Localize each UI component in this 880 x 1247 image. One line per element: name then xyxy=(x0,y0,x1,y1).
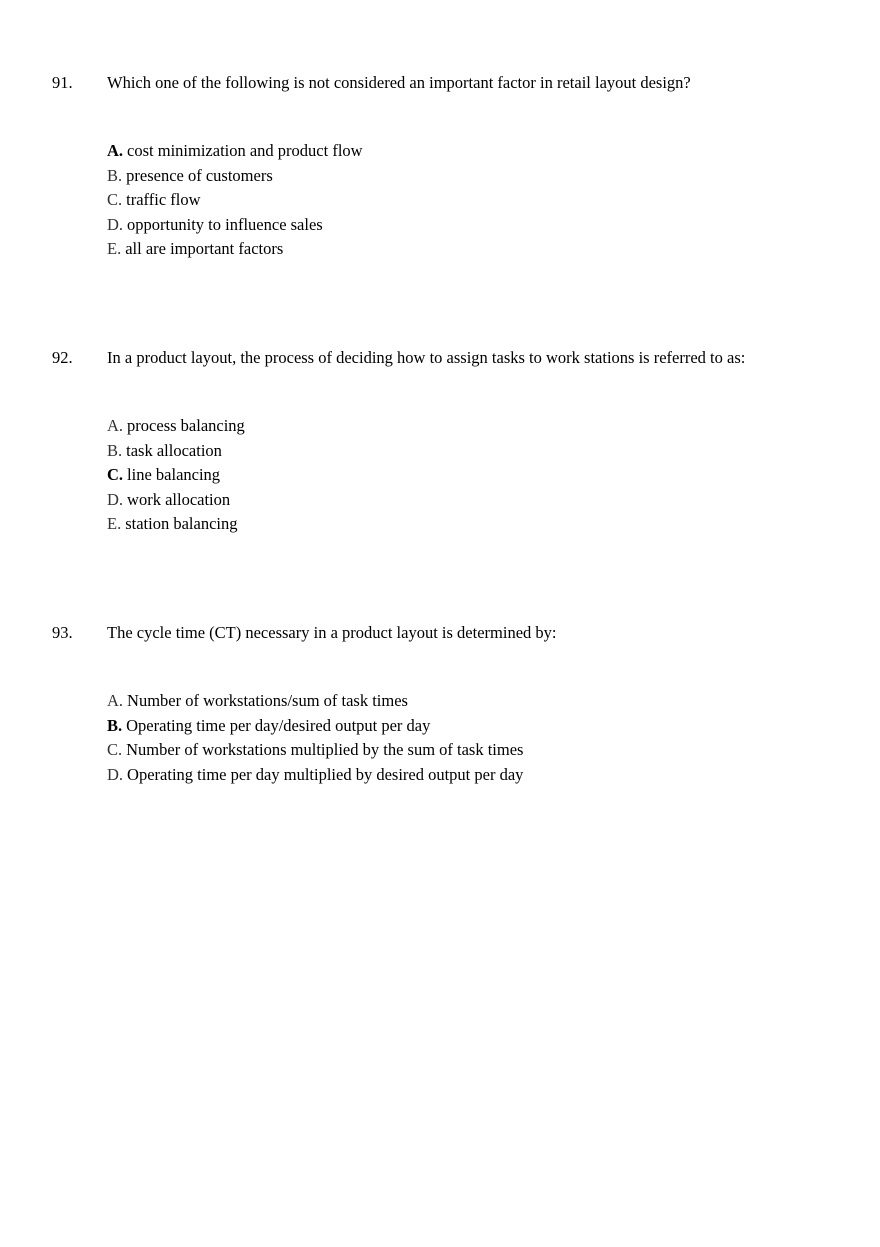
option-letter: A. xyxy=(107,416,124,435)
option-letter: B. xyxy=(107,440,123,460)
option-text: Operating time per day multiplied by desired output per day xyxy=(127,764,524,784)
option-e[interactable] xyxy=(107,241,363,266)
option-text: Number of workstations/sum of task times xyxy=(127,691,408,710)
option-d[interactable] xyxy=(107,489,245,517)
options-list xyxy=(107,418,245,541)
options-list xyxy=(107,143,363,266)
option-a[interactable] xyxy=(107,418,245,443)
option-text: Operating time per day/desired output per day xyxy=(126,715,431,735)
question-number: 93. xyxy=(52,623,73,642)
option-c[interactable] xyxy=(107,192,363,217)
option-e[interactable] xyxy=(107,516,245,541)
option-letter: C. xyxy=(107,740,123,759)
option-text: Number of workstations multiplied by the sum of task times xyxy=(126,740,524,759)
option-letter: C. xyxy=(107,190,123,209)
question-number: 91. xyxy=(52,73,73,92)
option-letter: B. xyxy=(107,715,123,735)
option-letter: B. xyxy=(107,165,123,185)
options-list xyxy=(107,693,523,791)
option-text: station balancing xyxy=(125,514,238,533)
option-b[interactable] xyxy=(107,715,523,743)
option-a[interactable] xyxy=(107,143,363,168)
option-letter: D. xyxy=(107,489,124,509)
option-letter: E. xyxy=(107,239,122,258)
option-c[interactable] xyxy=(107,467,245,492)
option-text: process balancing xyxy=(127,416,245,435)
option-letter: A. xyxy=(107,691,124,710)
option-text: cost minimization and product flow xyxy=(127,141,363,160)
option-text: all are important factors xyxy=(125,239,284,258)
option-text: opportunity to influence sales xyxy=(127,214,323,234)
question-number: 92. xyxy=(52,348,73,367)
option-text: work allocation xyxy=(127,489,231,509)
question-text: Which one of the following is not considered an important factor in retail layout design? xyxy=(107,73,691,92)
question-text: In a product layout, the process of deciding how to assign tasks to work stations is referred to as: xyxy=(107,348,746,367)
question-text: The cycle time (CT) necessary in a product layout is determined by: xyxy=(107,623,557,642)
option-text: task allocation xyxy=(126,440,222,460)
option-letter: E. xyxy=(107,514,122,533)
option-b[interactable] xyxy=(107,440,245,468)
option-a[interactable] xyxy=(107,693,523,718)
option-b[interactable] xyxy=(107,165,363,193)
option-letter: D. xyxy=(107,764,124,784)
option-text: line balancing xyxy=(127,465,221,484)
option-letter: C. xyxy=(107,465,124,484)
option-c[interactable] xyxy=(107,742,523,767)
option-text: presence of customers xyxy=(126,165,273,185)
option-letter: A. xyxy=(107,141,124,160)
option-d[interactable] xyxy=(107,764,524,792)
option-text: traffic flow xyxy=(126,190,201,209)
option-letter: D. xyxy=(107,214,124,234)
option-d[interactable] xyxy=(107,214,363,242)
